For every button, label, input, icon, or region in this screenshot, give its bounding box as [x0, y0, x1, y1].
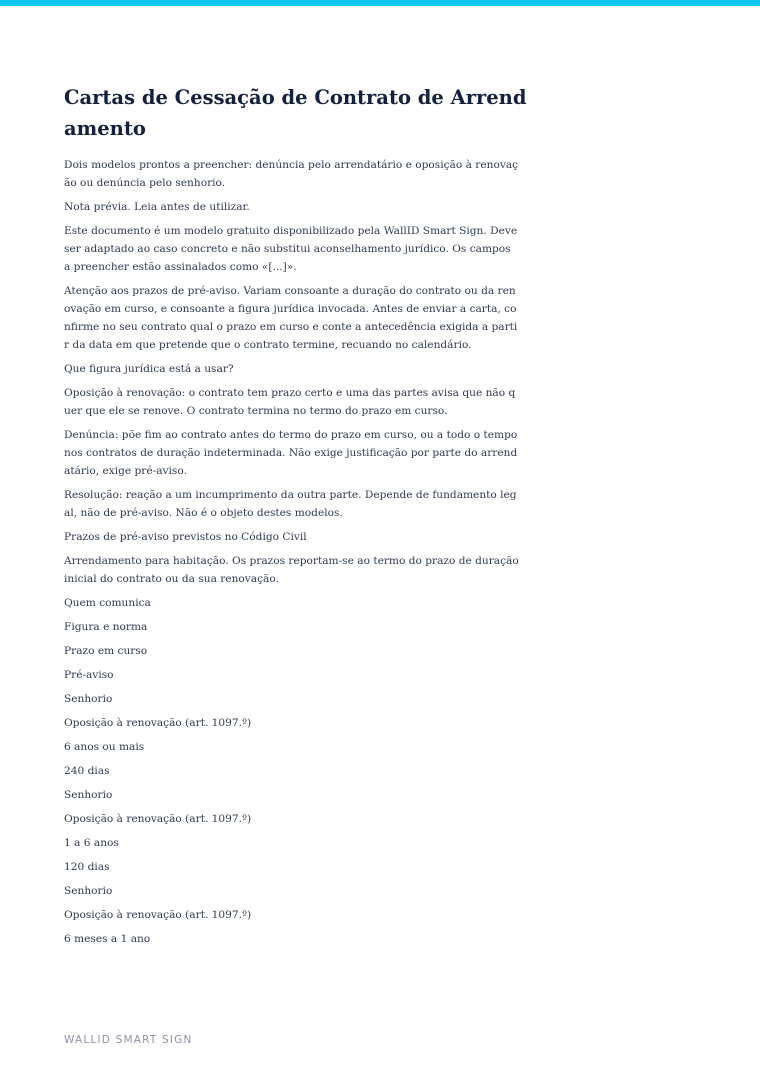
- notice-periods-paragraph: Atenção aos prazos de pré-aviso. Variam consoante a duração do contrato ou da renovação em curso, e consoante a figura jurídica invocada. Antes de enviar a carta, confirme no seu contrato qual o prazo em curso e conte a antecedência exigida a partir da data em que pretende que o contrato termine, recuando no calendário.: [64, 285, 518, 351]
- disclaimer-paragraph: Este documento é um modelo gratuito disponibilizado pela WallID Smart Sign. Deve ser adaptado ao caso concreto e não substitui aconselhamento jurídico. Os campos a preencher estão assinalados como «[...]».: [64, 225, 518, 273]
- note-heading: Nota prévia. Leia antes de utilizar.: [64, 201, 250, 213]
- table-cell-who: Senhorio: [64, 693, 113, 705]
- table-cell-who: Senhorio: [64, 885, 113, 897]
- intro-paragraph: Dois modelos prontos a preencher: denúncia pelo arrendatário e oposição à renovação ou denúncia pelo senhorio.: [64, 159, 519, 189]
- opposition-definition: Oposição à renovação: o contrato tem prazo certo e uma das partes avisa que não quer que ele se renove. O contrato termina no termo do prazo em curso.: [64, 387, 516, 417]
- table-header-term: Prazo em curso: [64, 645, 148, 657]
- document-body: [64, 156, 519, 954]
- table-header-notice: Pré-aviso: [64, 669, 114, 681]
- footer-brand: WALLID SMART SIGN: [64, 1034, 193, 1046]
- page-title: Cartas de Cessação de Contrato de Arrendamento: [64, 86, 527, 140]
- top-accent-bar: [0, 0, 760, 6]
- legal-figure-question: Que figura jurídica está a usar?: [64, 363, 234, 375]
- table-cell-figure: Oposição à renovação (art. 1097.º): [64, 813, 252, 825]
- table-cell-figure: Oposição à renovação (art. 1097.º): [64, 909, 252, 921]
- table-cell-who: Senhorio: [64, 789, 113, 801]
- civil-code-heading: Prazos de pré-aviso previstos no Código Civil: [64, 531, 307, 543]
- table-cell-notice: 120 dias: [64, 861, 110, 873]
- table-cell-term: 6 meses a 1 ano: [64, 933, 151, 945]
- table-header-figure: Figura e norma: [64, 621, 148, 633]
- table-header-who: Quem comunica: [64, 597, 151, 609]
- table-cell-notice: 240 dias: [64, 765, 110, 777]
- denuncia-definition: Denúncia: põe fim ao contrato antes do termo do prazo em curso, ou a todo o tempo nos contratos de duração indeterminada. Não exige justificação por parte do arrendatário, exige pré-aviso.: [64, 429, 518, 477]
- table-cell-term: 6 anos ou mais: [64, 741, 145, 753]
- housing-lease-paragraph: Arrendamento para habitação. Os prazos reportam-se ao termo do prazo de duração inicial do contrato ou da sua renovação.: [64, 555, 519, 585]
- resolucao-definition: Resolução: reação a um incumprimento da outra parte. Depende de fundamento legal, não de pré-aviso. Não é o objeto destes modelos.: [64, 489, 517, 519]
- table-cell-term: 1 a 6 anos: [64, 837, 119, 849]
- table-cell-figure: Oposição à renovação (art. 1097.º): [64, 717, 252, 729]
